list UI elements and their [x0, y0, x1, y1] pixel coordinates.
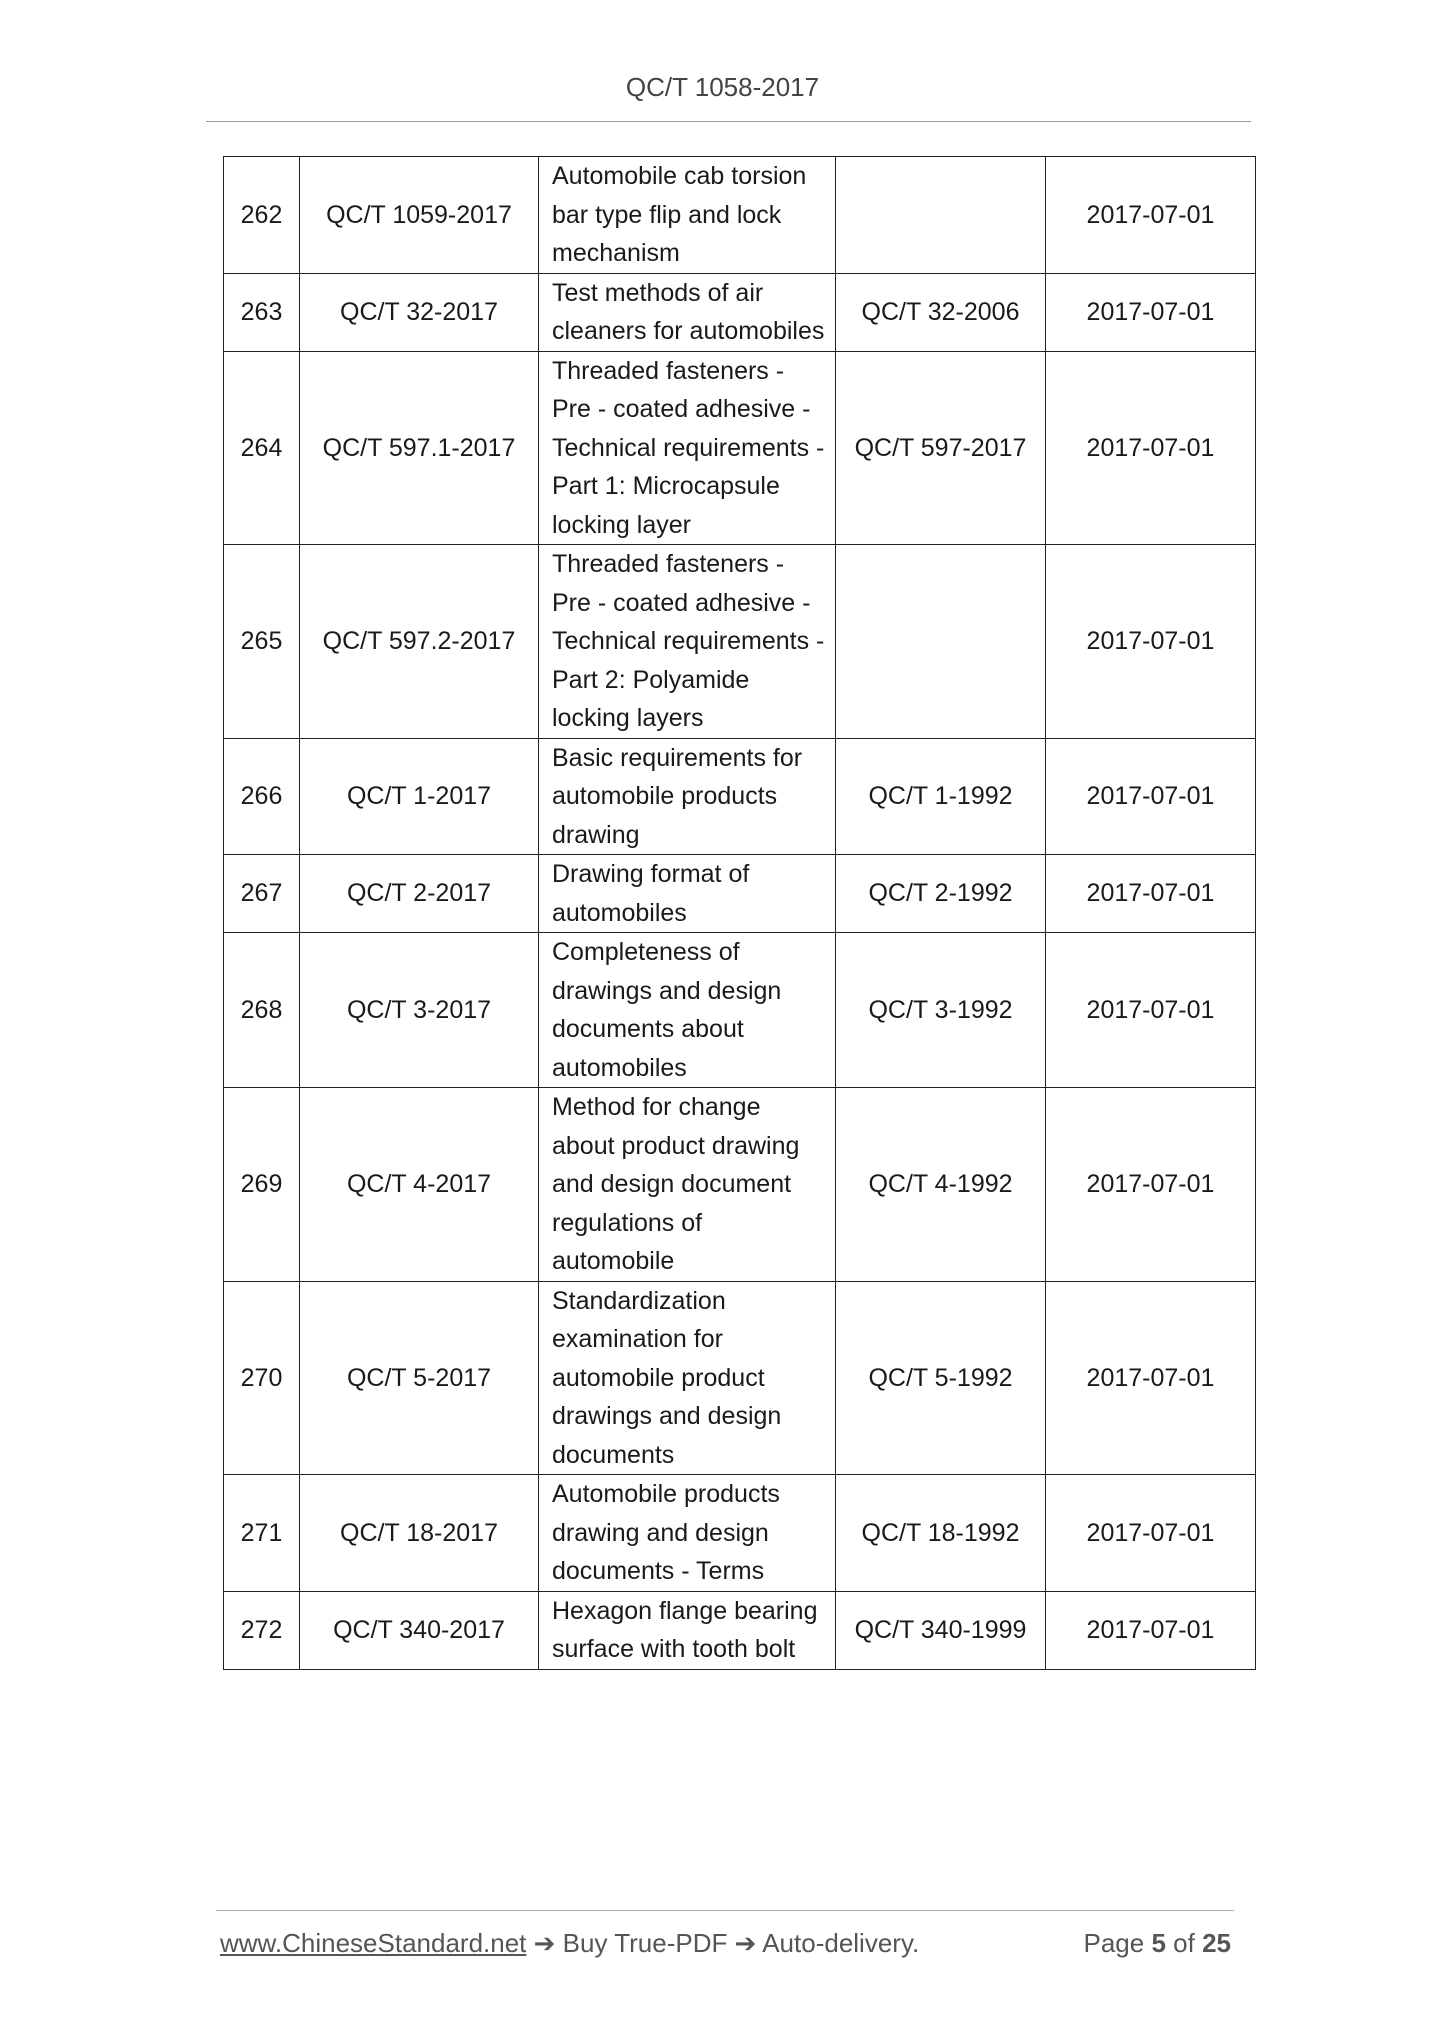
implementation-date-cell: 2017-07-01 [1046, 933, 1256, 1088]
serial-number-cell: 263 [224, 273, 300, 351]
replaced-standard-cell [836, 157, 1046, 274]
standard-code-cell: QC/T 1-2017 [300, 738, 539, 855]
table-row [224, 1475, 1256, 1592]
replaced-standard-cell: QC/T 4-1992 [836, 1088, 1046, 1282]
standard-name-cell: Hexagon flange bearing surface with tooth bolt [539, 1591, 836, 1669]
table-row [224, 1281, 1256, 1475]
implementation-date-cell: 2017-07-01 [1046, 738, 1256, 855]
of-label: of [1173, 1928, 1195, 1958]
serial-number-cell: 265 [224, 545, 300, 739]
arrow-right-icon: ➔ [533, 1928, 556, 1958]
table-row [224, 545, 1256, 739]
standard-code-cell: QC/T 2-2017 [300, 855, 539, 933]
standard-name-cell: Automobile cab torsion bar type flip and lock mechanism [539, 157, 836, 274]
replaced-standard-cell: QC/T 3-1992 [836, 933, 1046, 1088]
standard-code-cell: QC/T 597.1-2017 [300, 351, 539, 545]
implementation-date-cell: 2017-07-01 [1046, 545, 1256, 739]
implementation-date-cell: 2017-07-01 [1046, 1591, 1256, 1669]
implementation-date-cell: 2017-07-01 [1046, 1281, 1256, 1475]
standard-code-cell: QC/T 597.2-2017 [300, 545, 539, 739]
standard-name-cell: Drawing format of automobiles [539, 855, 836, 933]
replaced-standard-cell [836, 545, 1046, 739]
serial-number-cell: 267 [224, 855, 300, 933]
standard-name-cell: Threaded fasteners - Pre - coated adhesive - Technical requirements - Part 1: Microcapsule locking layer [539, 351, 836, 545]
implementation-date-cell: 2017-07-01 [1046, 273, 1256, 351]
serial-number-cell: 271 [224, 1475, 300, 1592]
table-row [224, 738, 1256, 855]
replaced-standard-cell: QC/T 5-1992 [836, 1281, 1046, 1475]
replaced-standard-cell: QC/T 1-1992 [836, 738, 1046, 855]
standard-name-cell: Method for change about product drawing and design document regulations of automobile [539, 1088, 836, 1282]
table-row [224, 157, 1256, 274]
replaced-standard-cell: QC/T 32-2006 [836, 273, 1046, 351]
website-link[interactable]: www.ChineseStandard.net [220, 1928, 527, 1958]
standard-code-cell: QC/T 1059-2017 [300, 157, 539, 274]
page-indicator [1083, 1928, 1231, 1959]
standard-code-cell: QC/T 340-2017 [300, 1591, 539, 1669]
total-pages-number: 25 [1202, 1928, 1231, 1958]
replaced-standard-cell: QC/T 597-2017 [836, 351, 1046, 545]
page-label: Page [1083, 1928, 1145, 1958]
standard-code-cell: QC/T 5-2017 [300, 1281, 539, 1475]
standard-name-cell: Completeness of drawings and design documents about automobiles [539, 933, 836, 1088]
serial-number-cell: 268 [224, 933, 300, 1088]
serial-number-cell: 270 [224, 1281, 300, 1475]
page-header-title: QC/T 1058-2017 [625, 72, 820, 102]
table-row [224, 1088, 1256, 1282]
standard-name-cell: Basic requirements for automobile products drawing [539, 738, 836, 855]
implementation-date-cell: 2017-07-01 [1046, 855, 1256, 933]
standard-name-cell: Test methods of air cleaners for automobiles [539, 273, 836, 351]
standard-code-cell: QC/T 18-2017 [300, 1475, 539, 1592]
serial-number-cell: 264 [224, 351, 300, 545]
implementation-date-cell: 2017-07-01 [1046, 1088, 1256, 1282]
implementation-date-cell: 2017-07-01 [1046, 157, 1256, 274]
table-row [224, 351, 1256, 545]
arrow-right-icon: ➔ [734, 1928, 757, 1958]
standard-code-cell: QC/T 4-2017 [300, 1088, 539, 1282]
table-row [224, 273, 1256, 351]
current-page-number: 5 [1151, 1928, 1166, 1958]
standard-name-cell: Standardization examination for automobile product drawings and design documents [539, 1281, 836, 1475]
replaced-standard-cell: QC/T 340-1999 [836, 1591, 1046, 1669]
implementation-date-cell: 2017-07-01 [1046, 1475, 1256, 1592]
serial-number-cell: 272 [224, 1591, 300, 1669]
header-divider [206, 121, 1251, 122]
table-row [224, 855, 1256, 933]
replaced-standard-cell: QC/T 18-1992 [836, 1475, 1046, 1592]
table-row [224, 1591, 1256, 1669]
footer-navigation [220, 1928, 919, 1959]
serial-number-cell: 266 [224, 738, 300, 855]
standard-code-cell: QC/T 3-2017 [300, 933, 539, 1088]
standards-table [223, 156, 1256, 1670]
standard-name-cell: Threaded fasteners - Pre - coated adhesive - Technical requirements - Part 2: Polyamide locking layers [539, 545, 836, 739]
implementation-date-cell: 2017-07-01 [1046, 351, 1256, 545]
standard-name-cell: Automobile products drawing and design documents - Terms [539, 1475, 836, 1592]
standard-code-cell: QC/T 32-2017 [300, 273, 539, 351]
auto-delivery-text: Auto-delivery. [762, 1928, 920, 1958]
serial-number-cell: 269 [224, 1088, 300, 1282]
footer-divider [216, 1910, 1234, 1911]
serial-number-cell: 262 [224, 157, 300, 274]
table-row [224, 933, 1256, 1088]
buy-pdf-text: Buy True-PDF [562, 1928, 728, 1958]
replaced-standard-cell: QC/T 2-1992 [836, 855, 1046, 933]
